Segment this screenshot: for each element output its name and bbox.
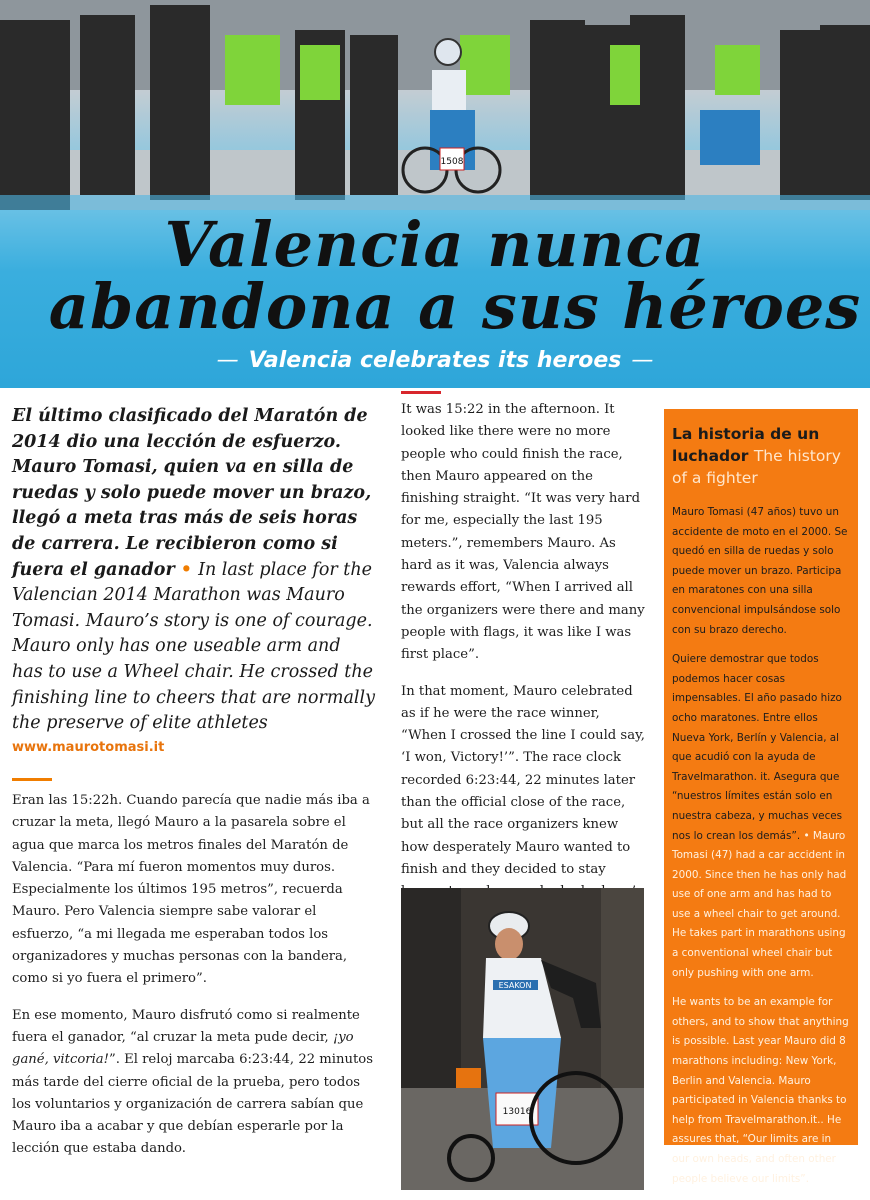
body-es-p2-quote: ¡yo gané, vitcoria! (12, 1029, 354, 1068)
sidebar-title (672, 423, 850, 489)
intro-english: In last place for the Valencian 2014 Marathon was Mauro Tomasi. Mauro’s story is one of courage. Mauro only has one useable arm and has to use a Wheel chair. He crossed the finishing line to cheers that are normally the preserve of elite athletes (12, 559, 375, 734)
sidebar-p2-bullet: • (803, 829, 810, 842)
sidebar-p2-english: Mauro Tomasi (47) had a car accident in 2000. Since then he has only had use of one arm and has had to use a wheel chair to get around. He takes part in marathons using a conventional wheel chair but only pushing with one arm. (672, 829, 847, 979)
body-es-p2-part-b: ”. El reloj marcaba 6:23:44, 22 minutos más tarde del cierre oficial de la prueba, pero todos los voluntarios y organización de carrera sabían que Mauro iba a acabar y que debían esperarle por la lección que estaba dando. (12, 1052, 374, 1157)
title-line-2: abandona a sus héroes (48, 270, 862, 343)
wheelchair-athlete-photo (401, 888, 644, 1190)
subtitle-text: Valencia celebrates its heroes (248, 348, 622, 373)
sidebar-paragraph-3: He wants to be an example for others, and to show that anything is possible. Last year Mauro did 8 marathons including: New York, Berlin and Valencia. Mauro participated in Valencia thanks to help from Travelmarathon.it.. He assures that, “Our limits are in our own heads, and often other people believe our limits”. (672, 996, 849, 1185)
left-divider (12, 778, 52, 781)
hero-bib-number: 1508 (440, 157, 464, 167)
body-en-paragraph-2: In that moment, Mauro celebrated as if he were the race winner, “When I crossed the line I could say, ‘I won, Victory!’”. The race clock recorded 6:23:44, 22 minutes later than the official close of the race, but all the race organizers knew how desperately Mauro wanted to finish and they decided to stay (401, 683, 645, 877)
page-subtitle (0, 348, 870, 373)
hero-crowd-illustration (0, 0, 870, 210)
sidebar-title-spanish: La historia de un luchador (672, 425, 820, 465)
website-link[interactable]: www.maurotomasi.it (12, 740, 165, 755)
body-en-paragraph-1: It was 15:22 in the afternoon. It looked like there were no more people who could finish the race, then Mauro appeared on the finishing straight. “It was very hard for me, especially the last 195 meters.”, remembers Mauro. As hard as it was, Valencia always rewards effort, “When I arrived all the organizers were there and many people with flags, it was like I was first place”. (401, 402, 645, 663)
page-title (0, 208, 870, 343)
subtitle-dash-left: — (216, 348, 239, 373)
middle-divider (401, 391, 441, 394)
jersey-text: ESAKON (498, 981, 532, 990)
intro-spanish: El último clasificado del Maratón de 2014 dio una lección de esfuerzo. Mauro Tomasi, quien va en silla de ruedas y solo puede mover un brazo, llegó a meta tras más de seis horas de carrera. Le recibieron como si fuera el ganador (12, 406, 372, 580)
wheelchair-athlete-illustration (401, 888, 644, 1190)
sidebar-paragraph-1: Mauro Tomasi (47 años) tuvo un accidente de moto en el 2000. Se quedó en silla de ruedas y solo puede mover un brazo. Participa en maratones con una silla convencional impulsándose solo con su brazo derecho. (672, 506, 848, 636)
hero-photo (0, 0, 870, 388)
body-es-paragraph-1: Eran las 15:22h. Cuando parecía que nadie más iba a cruzar la meta, llegó Mauro a la pasarela sobre el agua que marca los metros finales del Maratón de Valencia. “Para mí fueron momentos muy duros. Especialmente los últimos 195 metros”, recuerda Mauro. Pero Valencia siempre sabe valorar el esfuerzo, “a mi llegada me esperaban todos los organizadores y muchas personas con la bandera, como si yo fuera el primero”. (12, 793, 370, 987)
title-line-1: Valencia nunca (164, 208, 706, 281)
intro-bullet: • (180, 559, 192, 580)
sidebar-paragraph-2 (672, 650, 850, 983)
body-es-p2-part-a: En ese momento, Mauro disfrutó como si realmente fuera el ganador, “al cruzar la meta pude decir, (12, 1007, 360, 1045)
subtitle-dash-right: — (631, 348, 654, 373)
bottom-bib-number: 13016 (502, 1107, 532, 1117)
intro-paragraph (12, 404, 376, 737)
article-body-english (401, 399, 645, 940)
sidebar-p2-spanish: Quiere demostrar que todos podemos hacer cosas impensables. El año pasado hizo ocho maratones. Entre ellos Nueva York, Berlín y Valencia, al que acudió con la ayuda de Travelmarathon. it. Asegura que “nuestros límites están solo en nuestra cabeza, y muchas veces nos lo crean los demás”. (672, 653, 843, 842)
fighter-story-sidebar (664, 409, 858, 1185)
body-es-paragraph-2 (12, 1005, 376, 1161)
article-body-spanish (12, 790, 376, 1175)
sidebar-title-english: The history of a fighter (672, 447, 841, 487)
